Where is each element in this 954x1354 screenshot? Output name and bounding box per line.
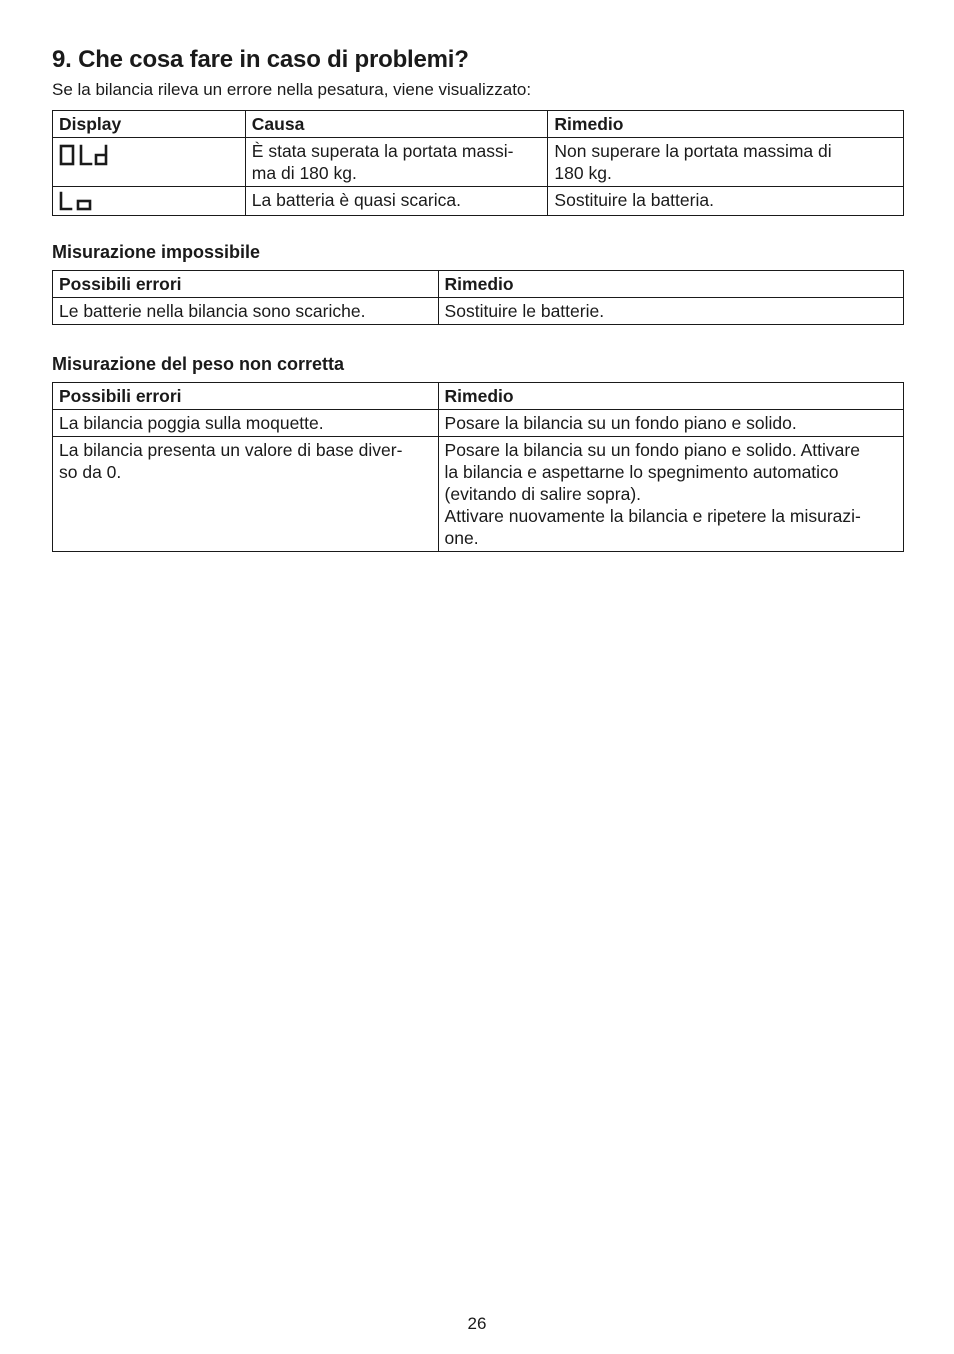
intro-text: Se la bilancia rileva un errore nella pesatura, viene visualizzato: xyxy=(52,80,532,99)
column-header-remedy: Rimedio xyxy=(548,111,904,138)
remedy-cell: Sostituire le batterie. xyxy=(438,298,903,325)
display-cell xyxy=(53,138,246,187)
error-cell: La bilancia presenta un valore di base diver- so da 0. xyxy=(53,437,439,552)
remedy-cell: Sostituire la batteria. xyxy=(548,187,904,216)
cause-cell: È stata superata la portata massi- ma di 180 kg. xyxy=(245,138,548,187)
remedy-cell: Posare la bilancia su un fondo piano e solido. Attivare la bilancia e aspettarne lo spegnimento automatico (evitando di salire sopra). Attivare nuovamente la bilancia e ripetere la misurazi- one. xyxy=(438,437,903,552)
cause-cell: La batteria è quasi scarica. xyxy=(245,187,548,216)
table-header-row xyxy=(53,111,904,138)
table-row xyxy=(53,138,904,187)
page-title: 9. Che cosa fare in caso di problemi? xyxy=(52,46,469,73)
incorrect-measurement-table xyxy=(52,382,904,552)
column-header-cause: Causa xyxy=(245,111,548,138)
page-number: 26 xyxy=(467,1314,487,1333)
display-cell xyxy=(53,187,246,216)
lcd-display-old xyxy=(57,141,241,171)
table-row xyxy=(53,298,904,325)
lcd-old-icon xyxy=(57,141,109,171)
table-row xyxy=(53,410,904,437)
table-header-row xyxy=(53,383,904,410)
section-heading-impossible: Misurazione impossibile xyxy=(52,242,261,262)
remedy-cell: Posare la bilancia su un fondo piano e solido. xyxy=(438,410,903,437)
table-header-row xyxy=(53,271,904,298)
column-header-display: Display xyxy=(53,111,246,138)
table-row xyxy=(53,187,904,216)
table-row xyxy=(53,437,904,552)
impossible-measurement-table xyxy=(52,270,904,325)
error-cell: La bilancia poggia sulla moquette. xyxy=(53,410,439,437)
section-heading-incorrect: Misurazione del peso non corretta xyxy=(52,354,345,374)
column-header-possible-errors: Possibili errori xyxy=(53,271,439,298)
column-header-remedy: Rimedio xyxy=(438,383,903,410)
column-header-remedy: Rimedio xyxy=(438,271,903,298)
lcd-display-lo xyxy=(57,190,241,212)
lcd-lo-icon xyxy=(57,190,97,212)
error-display-table xyxy=(52,110,904,216)
remedy-cell: Non superare la portata massima di 180 kg. xyxy=(548,138,904,187)
column-header-possible-errors: Possibili errori xyxy=(53,383,439,410)
error-cell: Le batterie nella bilancia sono scariche. xyxy=(53,298,439,325)
